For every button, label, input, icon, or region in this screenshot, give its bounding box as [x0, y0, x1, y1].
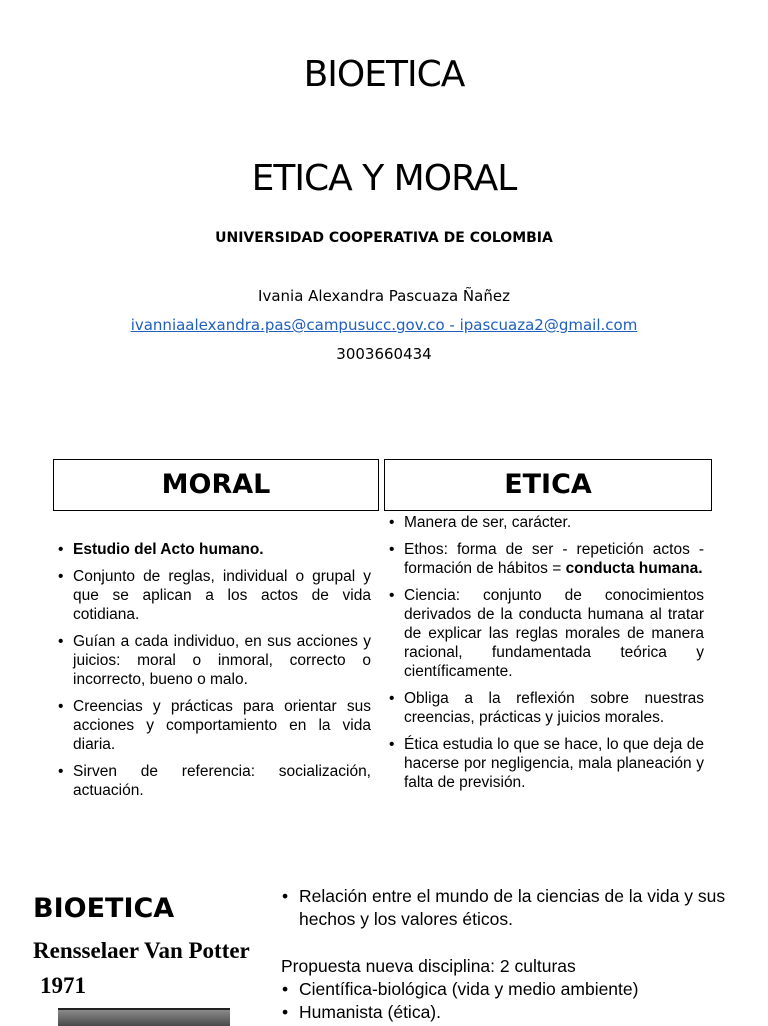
- page-title: BIOETICA: [303, 54, 465, 95]
- etica-list: [386, 513, 704, 800]
- author-name: Ivania Alexandra Pascuaza Ñañez: [258, 287, 510, 305]
- university-name: UNIVERSIDAD COOPERATIVA DE COLOMBIA: [215, 230, 553, 246]
- list-item: • Conjunto de reglas, individual o grupal y que se aplican a los actos de vida cotidiana.: [55, 567, 371, 624]
- bioetica-definition: [281, 885, 751, 931]
- etica-heading: ETICA: [384, 459, 712, 511]
- moral-list: [55, 540, 371, 808]
- list-item: • Científica-biológica (vida y medio ambiente): [281, 978, 751, 1001]
- list-item: • Sirven de referencia: socialización, actuación.: [55, 762, 371, 800]
- list-item: • Estudio del Acto humano.: [55, 540, 371, 559]
- potter-name: Rensselaer Van Potter: [33, 938, 250, 963]
- list-item: • Ciencia: conjunto de conocimientos derivados de la conducta humana al tratar de explicar las reglas morales de manera racional, fundamentada teórica y científicamente.: [386, 586, 704, 681]
- proposal-text: Propuesta nueva disciplina: 2 culturas: [281, 956, 576, 976]
- bioetica-title: BIOETICA: [33, 893, 175, 924]
- list-item: • Guían a cada individuo, en sus acciones y juicios: moral o inmoral, correcto o incorrecto, bueno o malo.: [55, 632, 371, 689]
- list-item: • Humanista (ética).: [281, 1001, 751, 1024]
- list-item: • Creencias y prácticas para orientar sus acciones y comportamiento en la vida diaria.: [55, 697, 371, 754]
- phone-number: 3003660434: [336, 345, 432, 363]
- list-item: • Relación entre el mundo de la ciencias de la vida y sus hechos y los valores éticos.: [281, 885, 751, 931]
- moral-heading: MORAL: [53, 459, 379, 511]
- cultures-list: [281, 978, 751, 1024]
- potter-year: 1971: [40, 973, 86, 998]
- page-subtitle: ETICA Y MORAL: [251, 158, 517, 199]
- potter-photo: [58, 1008, 230, 1026]
- list-item: • Ética estudia lo que se hace, lo que deja de hacerse por negligencia, mala planeación y falta de previsión.: [386, 735, 704, 792]
- list-item: • Manera de ser, carácter.: [386, 513, 704, 532]
- list-item: • Obliga a la reflexión sobre nuestras creencias, prácticas y juicios morales.: [386, 689, 704, 727]
- list-item: • Ethos: forma de ser - repetición actos - formación de hábitos = conducta humana.: [386, 540, 704, 578]
- email-link[interactable]: ivanniaalexandra.pas@campusucc.gov.co - ipascuaza2@gmail.com: [130, 316, 638, 334]
